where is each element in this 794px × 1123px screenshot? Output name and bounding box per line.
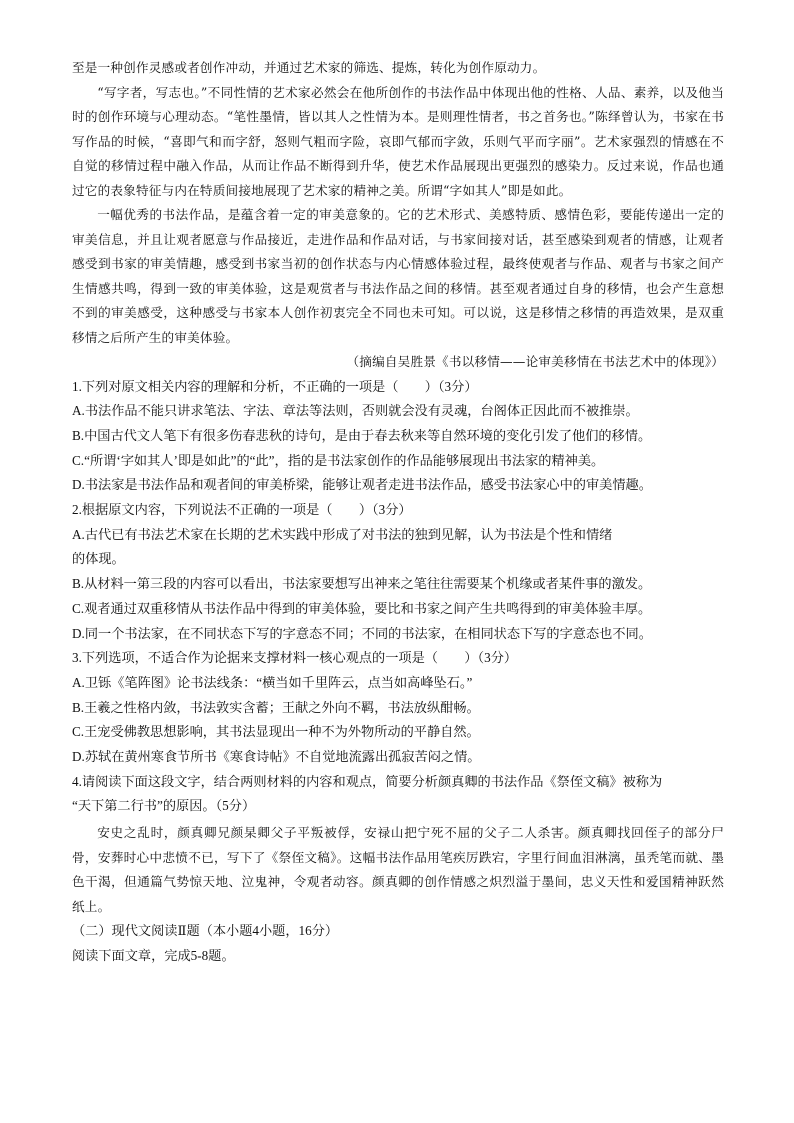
- question-2-stem: 2.根据原文内容，下列说法不正确的一项是（ ）（3分）: [72, 502, 412, 518]
- question-2-option-a: A.古代已有书法艺术家在长期的艺术实践中形成了对书法的独到见解，认为书法是个性和情绪: [72, 526, 613, 542]
- question-1-option-a: A.书法作品不能只讲求笔法、字法、章法等法则，否则就会没有灵魂，台阁体正因此而不被推崇。: [72, 403, 639, 419]
- question-3-option-c: C.王宠受佛教思想影响，其书法显现出一种不为外物所动的平静自然。: [72, 724, 480, 740]
- passage-paragraph-2: “写字者，写志也。”不同性情的艺术家必然会在他所创作的书法作品中体现出他的性格、人品、素养，以及他当时的创作环境与心理动态。“笔性墨情，皆以其人之性情为本。是则理性情者，书之首务也。”陈绎曾认为，书家在书写作品的时候，“喜即气和而字舒，怒则气粗而字险，哀即气郁而字敛，乐则气平而字丽”。艺术家强烈的情感在不自觉的移情过程中融入作品，从而让作品不断得到升华，使艺术作品展现出更强烈的感染力。反过来说，作品也通过它的表象特征与内在特质间接地展现了艺术家的精神之美。所谓“字如其人”即是如此。: [72, 84, 724, 198]
- question-3-option-d: D.苏轼在黄州寒食节所书《寒食诗帖》不自觉地流露出孤寂苦闷之情。: [72, 749, 481, 765]
- question-2-option-d: D.同一个书法家，在不同状态下写的字意态不同；不同的书法家，在相同状态下写的字意态也不同。: [72, 625, 652, 641]
- question-1-option-c: C.“所谓‘字如其人’即是如此”的“此”，指的是书法家创作的作品能够展现出书法家的精神美。: [72, 452, 605, 468]
- question-1-option-d: D.书法家是书法作品和观者间的审美桥梁，能够让观者走进书法作品，感受书法家心中的审美情趣。: [72, 477, 652, 493]
- question-1-option-b: B.中国古代文人笔下有很多伤春悲秋的诗句，是由于春去秋来等自然环境的变化引发了他们的移情。: [72, 427, 652, 443]
- question-3-option-a: A.卫铄《笔阵图》论书法线条：“横当如千里阵云，点当如高峰坠石。”: [72, 674, 473, 690]
- question-3: [72, 646, 724, 770]
- question-1: [72, 375, 724, 499]
- question-4-stem: 4.请阅读下面这段文字，结合两则材料的内容和观点，简要分析颜真卿的书法作品《祭侄文稿》被称为: [72, 773, 663, 789]
- passage-paragraph-1: 至是一种创作灵感或者创作冲动，并通过艺术家的筛选、提炼，转化为创作原动力。: [72, 60, 546, 75]
- passage-paragraph-3: 一幅优秀的书法作品，是蕴含着一定的审美意象的。它的艺术形式、美感特质、感情色彩，要能传递出一定的审美信息，并且让观者愿意与作品接近，走进作品和作品对话，与书家间接对话，甚至感染到观者的情感，让观者感受到书家的审美情趣，感受到书家当初的创作状态与内心情感体验过程，最终使观者与作品、观者与书家之间产生情感共鸣，得到一致的审美体验，这是观赏者与书法作品之间的移情。甚至观者通过自身的移情，也会产生意想不到的审美感受，这种感受与书家本人创作初衷完全不同也未可知。可以说，这是移情之移情的再造效果，是双重移情之后所产生的审美体验。: [72, 207, 724, 345]
- question-3-stem: 3.下列选项，不适合作为论据来支撑材料一核心观点的一项是（ ）（3分）: [72, 650, 518, 666]
- question-2-option-a-continued: 的体现。: [72, 551, 125, 567]
- question-2: [72, 498, 724, 646]
- question-2-option-b: B.从材料一第三段的内容可以看出，书法家要想写出神来之笔往往需要某个机缘或者某件事的激发。: [72, 576, 652, 592]
- section-heading: （二）现代文阅读Ⅱ题（本小题4小题，16分）: [72, 923, 339, 939]
- question-4-passage: 安史之乱时，颜真卿兄颜杲卿父子平叛被俘，安禄山把宁死不屈的父子二人杀害。颜真卿找回侄子的部分尸骨，安葬时心中悲愤不已，写下了《祭侄文稿》。这幅书法作品用笔疾厉跌宕，字里行间血泪淋漓，虽秃笔而就、墨色干渴，但通篇气势惊天地、泣鬼神，令观者动容。颜真卿的创作情感之炽烈溢于墨间，忠义天性和爱国精神跃然纸上。: [72, 825, 724, 914]
- question-3-option-b: B.王羲之性格内敛，书法敦实含蓄；王献之外向不羁，书法放纵酣畅。: [72, 699, 480, 715]
- question-4: [72, 770, 724, 919]
- question-4-stem-continued: “天下第二行书”的原因。（5分）: [72, 798, 256, 814]
- exam-page: [72, 56, 724, 969]
- question-1-stem: 1.下列对原文相关内容的理解和分析，不正确的一项是（ ）（3分）: [72, 378, 478, 394]
- section-instruction: 阅读下面文章，完成5-8题。: [72, 947, 235, 963]
- question-2-option-c: C.观者通过双重移情从书法作品中得到的审美体验，要比和书家之间产生共鸣得到的审美体验丰厚。: [72, 600, 652, 616]
- passage-source: （摘编自吴胜景《书以移情——论审美移情在书法艺术中的体现》）: [346, 354, 724, 369]
